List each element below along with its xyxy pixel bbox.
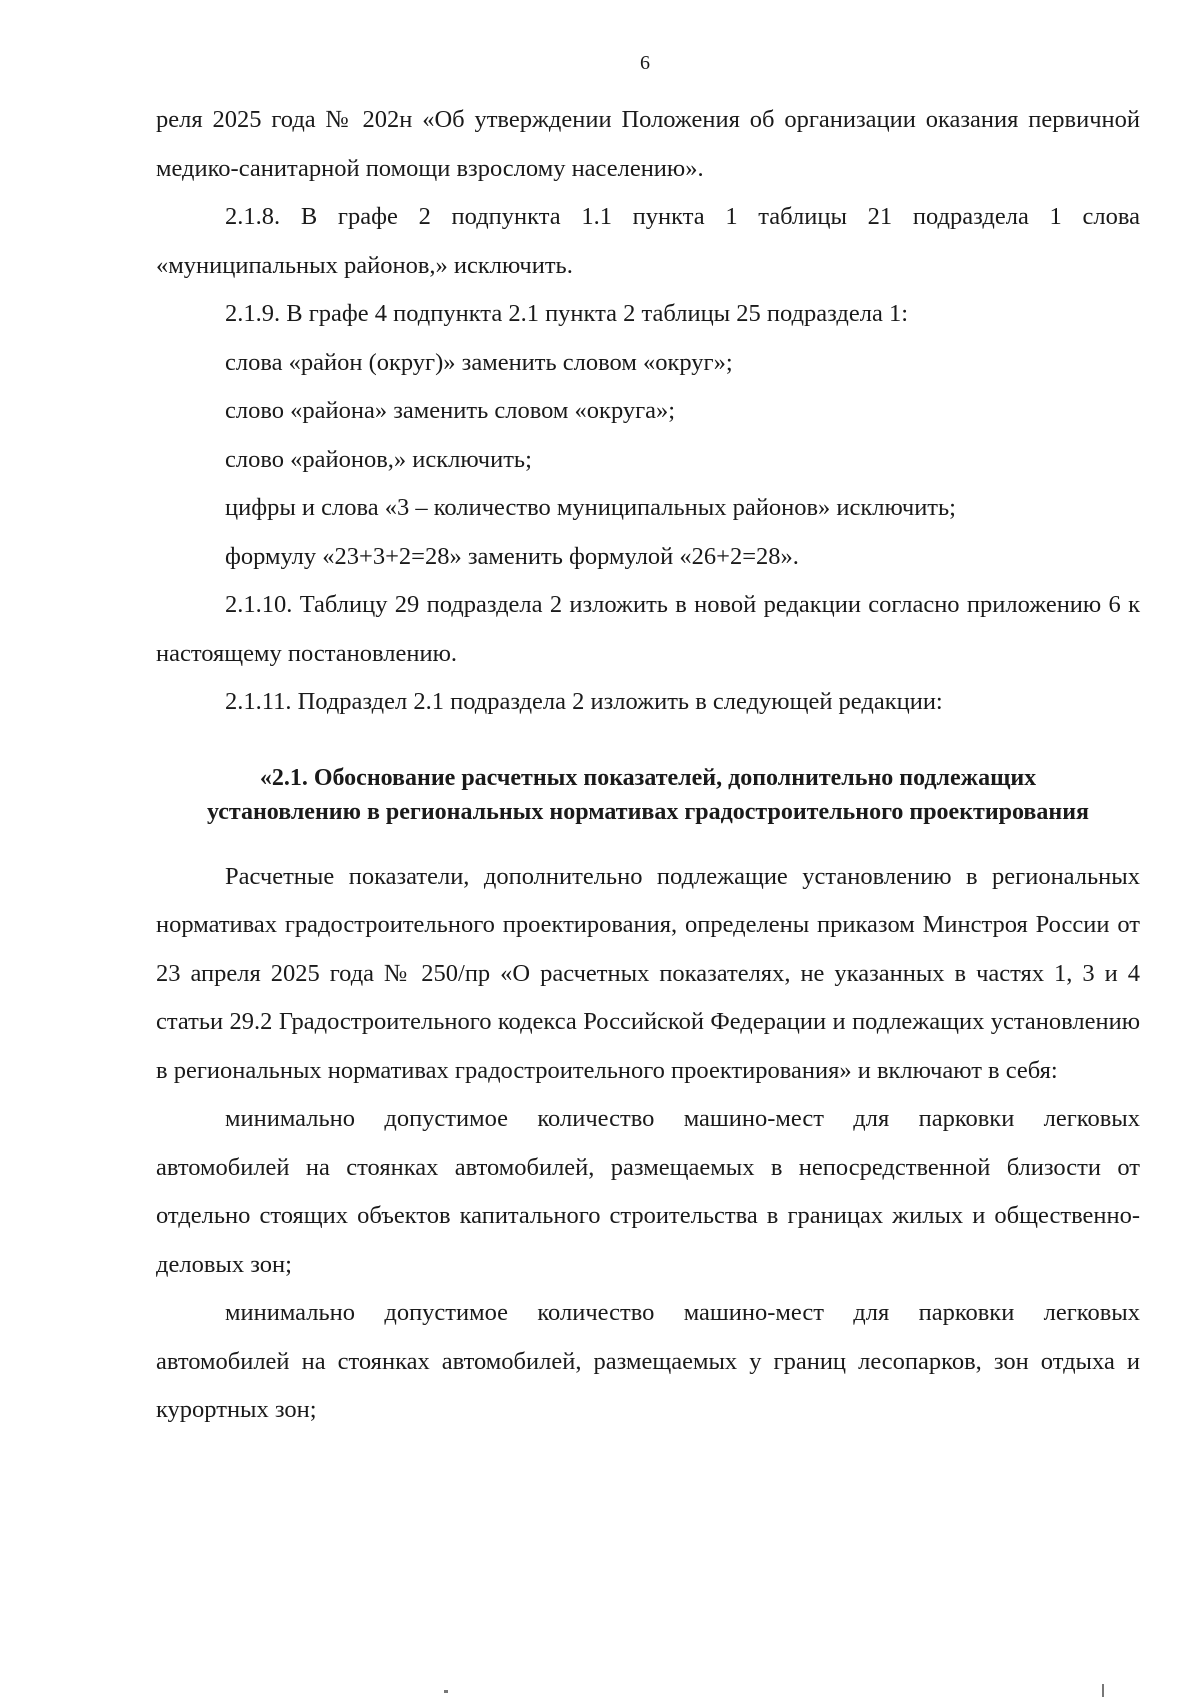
paragraph-item-2-1-11: 2.1.11. Подраздел 2.1 подраздела 2 изложить в следующей редакции:: [225, 688, 943, 715]
scan-speck-mark: [444, 1690, 448, 1693]
section-paragraph: минимально допустимое количество машино-мест для парковки легковых автомобилей на стоянках автомобилей, размещаемых в непосредственной близости от отдельно стоящих объектов капитального строительства в границах жилых и общественно-деловых зон;: [156, 1105, 1140, 1278]
spacer: [156, 727, 1140, 761]
page-number: 6: [640, 52, 650, 74]
paragraph-subitem: слово «районов,» исключить;: [225, 445, 532, 473]
section-paragraph: Расчетные показатели, дополнительно подлежащие установлению в региональных нормативах градостроительного проектирования, определены приказом Минстроя России от 23 апреля 2025 года № 250/пр «О расчетных показателях, не указанных в частях 1, 3 и 4 статьи 29.2 Градостроительного кодекса Российской Федерации и подлежащих установлению в региональных нормативах градостроительного проектирования» и включают в себя:: [156, 862, 1140, 1084]
section-heading: «2.1. Обоснование расчетных показателей, дополнительно подлежащих установлению в региональных нормативах градостроительного проектирования: [206, 764, 1090, 825]
section-paragraph: минимально допустимое количество машино-мест для парковки легковых автомобилей на стоянках автомобилей, размещаемых у границ лесопарков, зон отдыха и курортных зон;: [156, 1299, 1140, 1423]
paragraph-item-2-1-9: 2.1.9. В графе 4 подпункта 2.1 пункта 2 таблицы 25 подраздела 1:: [225, 300, 908, 327]
document-body: [156, 96, 1140, 1435]
scan-speck-mark: [1102, 1684, 1104, 1697]
paragraph-continuation: реля 2025 года № 202н «Об утверждении Положения об организации оказания первичной медико-санитарной помощи взрослому населению».: [156, 106, 1140, 182]
paragraph-subitem: цифры и слова «3 – количество муниципальных районов» исключить;: [225, 494, 956, 521]
paragraph-subitem: слово «района» заменить словом «округа»;: [225, 397, 676, 424]
paragraph-item-2-1-8: 2.1.8. В графе 2 подпункта 1.1 пункта 1 таблицы 21 подраздела 1 слова «муниципальных районов,» исключить.: [156, 203, 1140, 279]
paragraph-subitem: формулу «23+3+2=28» заменить формулой «26+2=28».: [225, 542, 799, 570]
paragraph-item-2-1-10: 2.1.10. Таблицу 29 подраздела 2 изложить в новой редакции согласно приложению 6 к настоящему постановлению.: [156, 591, 1140, 667]
paragraph-subitem: слова «район (округ)» заменить словом «округ»;: [225, 348, 733, 376]
